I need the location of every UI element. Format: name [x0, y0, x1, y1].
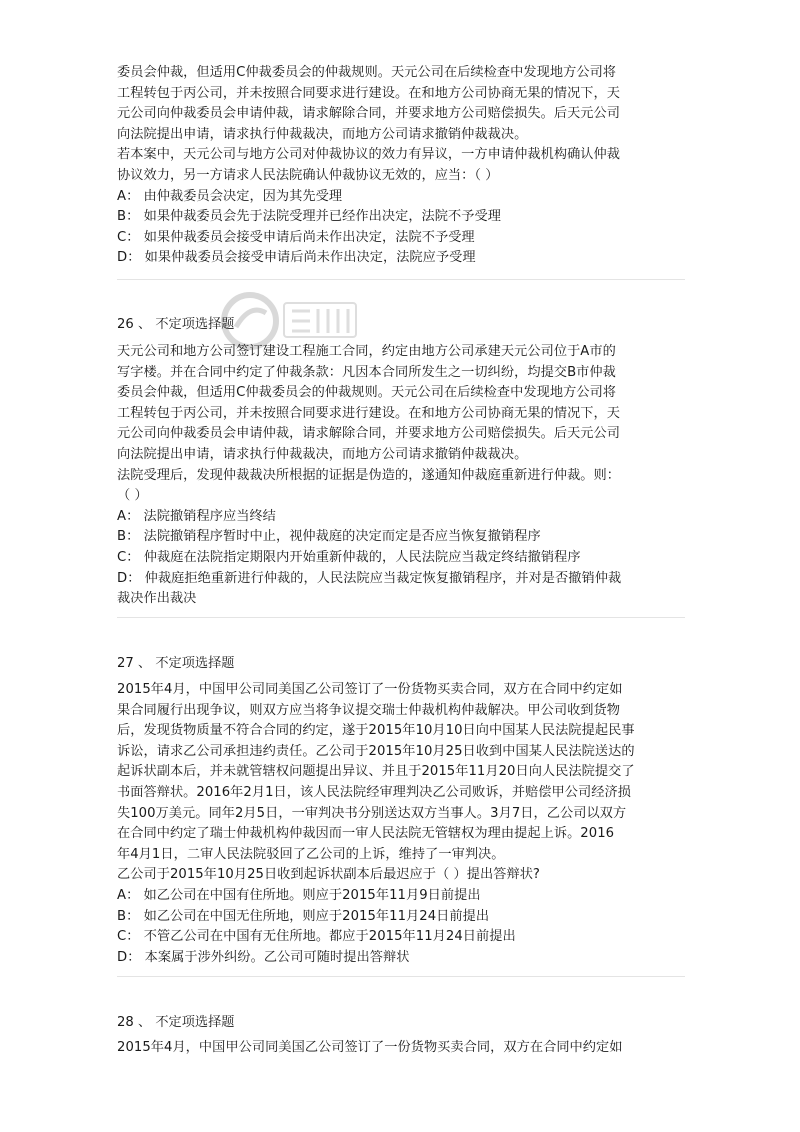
question-26-body: [117, 342, 689, 610]
option-b: B： 如果仲裁委员会先于法院受理并已经作出决定，法院不予受理: [117, 209, 501, 225]
question-28-body: [117, 1038, 689, 1059]
question-25-continuation: [117, 63, 689, 269]
divider: [117, 976, 685, 977]
question-26: [117, 315, 689, 335]
divider: [117, 617, 685, 618]
text-line: 天元公司和地方公司签订建设工程施工合同，约定由地方公司承建天元公司位于A市的: [117, 344, 616, 359]
option-c: C： 如果仲裁委员会接受申请后尚未作出决定，法院不予受理: [117, 229, 475, 245]
text-line: （ ）: [117, 488, 148, 504]
option-c: C： 不管乙公司在中国有无住所地。都应于2015年11月24日前提出: [117, 929, 516, 945]
option-d-continued: 裁决作出裁决: [117, 591, 197, 607]
text-line: 元公司向仲裁委员会申请仲裁，请求解除合同，并要求地方公司赔偿损失。后天元公司: [117, 426, 621, 442]
question-27: [117, 654, 689, 674]
text-line: 向法院提出申请，请求执行仲裁裁决，而地方公司请求撤销仲裁裁决。: [117, 126, 528, 142]
option-b: B： 法院撤销程序暂时中止，视仲裁庭的决定而定是否应当恢复撤销程序: [117, 529, 541, 545]
question-header: 26 、 不定项选择题: [117, 317, 235, 332]
text-line: 失100万美元。同年2月5日，一审判决书分别送达双方当事人。3月7日，乙公司以双方: [117, 805, 627, 821]
text-line: 果合同履行出现争议，则双方应当将争议提交瑞士仲裁机构仲裁解决。甲公司收到货物: [117, 702, 621, 718]
question-28: [117, 1013, 689, 1033]
text-line: 若本案中，天元公司与地方公司对仲裁协议的效力有异议，一方申请仲裁机构确认仲裁: [117, 147, 621, 163]
option-d: D： 本案属于涉外纠纷。乙公司可随时提出答辩状: [117, 949, 410, 965]
text-line: 诉讼，请求乙公司承担违约责任。乙公司于2015年10月25日收到中国某人民法院送达的: [117, 743, 635, 759]
text-line: 工程转包于丙公司，并未按照合同要求进行建设。在和地方公司协商无果的情况下，天: [117, 85, 621, 101]
text-line: 起诉状副本后，并未就管辖权问题提出异议、并且于2015年11月20日向人民法院提交了: [117, 764, 635, 780]
question-header: 28 、 不定项选择题: [117, 1015, 235, 1030]
text-line: 2015年4月，中国甲公司同美国乙公司签订了一份货物买卖合同，双方在合同中约定如: [117, 682, 623, 697]
option-c: C： 仲裁庭在法院指定期限内开始重新仲裁的，人民法院应当裁定终结撤销程序: [117, 549, 581, 565]
text-line: 委员会仲裁，但适用C仲裁委员会的仲裁规则。天元公司在后续检查中发现地方公司将: [117, 385, 617, 401]
text-line: 工程转包于丙公司，并未按照合同要求进行建设。在和地方公司协商无果的情况下，天: [117, 405, 621, 421]
text-line: 写字楼。并在合同中约定了仲裁条款：凡因本合同所发生之一切纠纷，均提交B市仲裁: [117, 364, 616, 380]
text-line: 元公司向仲裁委员会申请仲裁，请求解除合同，并要求地方公司赔偿损失。后天元公司: [117, 106, 621, 122]
divider: [117, 279, 685, 280]
text-line: 书面答辩状。2016年2月1日，该人民法院经审理判决乙公司败诉，并赔偿甲公司经济损: [117, 784, 631, 800]
text-line: 委员会仲裁，但适用C仲裁委员会的仲裁规则。天元公司在后续检查中发现地方公司将: [117, 65, 617, 80]
question-27-body: [117, 680, 689, 968]
text-line: 2015年4月，中国甲公司同美国乙公司签订了一份货物买卖合同，双方在合同中约定如: [117, 1040, 623, 1055]
text-line: 协议效力，另一方请求人民法院确认仲裁协议无效的，应当：（ ）: [117, 167, 499, 183]
text-line: 乙公司于2015年10月25日收到起诉状副本后最迟应于（ ）提出答辩状?: [117, 867, 540, 883]
option-d: D： 如果仲裁委员会接受申请后尚未作出决定，法院应予受理: [117, 250, 476, 266]
question-header: 27 、 不定项选择题: [117, 656, 235, 671]
option-a: A： 由仲裁委员会决定，因为其先受理: [117, 188, 343, 204]
option-d: D： 仲裁庭拒绝重新进行仲裁的，人民法院应当裁定恢复撤销程序，并对是否撤销仲裁: [117, 570, 622, 586]
option-a: A： 法院撤销程序应当终结: [117, 508, 276, 524]
option-a: A： 如乙公司在中国有住所地。则应于2015年11月9日前提出: [117, 887, 481, 903]
text-line: 在合同中约定了瑞士仲裁机构仲裁因而一审人民法院无管辖权为理由提起上诉。2016: [117, 826, 615, 842]
text-line: 向法院提出申请，请求执行仲裁裁决，而地方公司请求撤销仲裁裁决。: [117, 446, 528, 462]
option-b: B： 如乙公司在中国无住所地，则应于2015年11月24日前提出: [117, 908, 490, 924]
text-line: 后，发现货物质量不符合合同的约定，遂于2015年10月10日向中国某人民法院提起民事: [117, 723, 635, 739]
text-line: 年4月1日，二审人民法院驳回了乙公司的上诉，维持了一审判决。: [117, 846, 505, 862]
text-line: 法院受理后，发现仲裁裁决所根据的证据是伪造的，遂通知仲裁庭重新进行仲裁。则：: [117, 467, 621, 483]
